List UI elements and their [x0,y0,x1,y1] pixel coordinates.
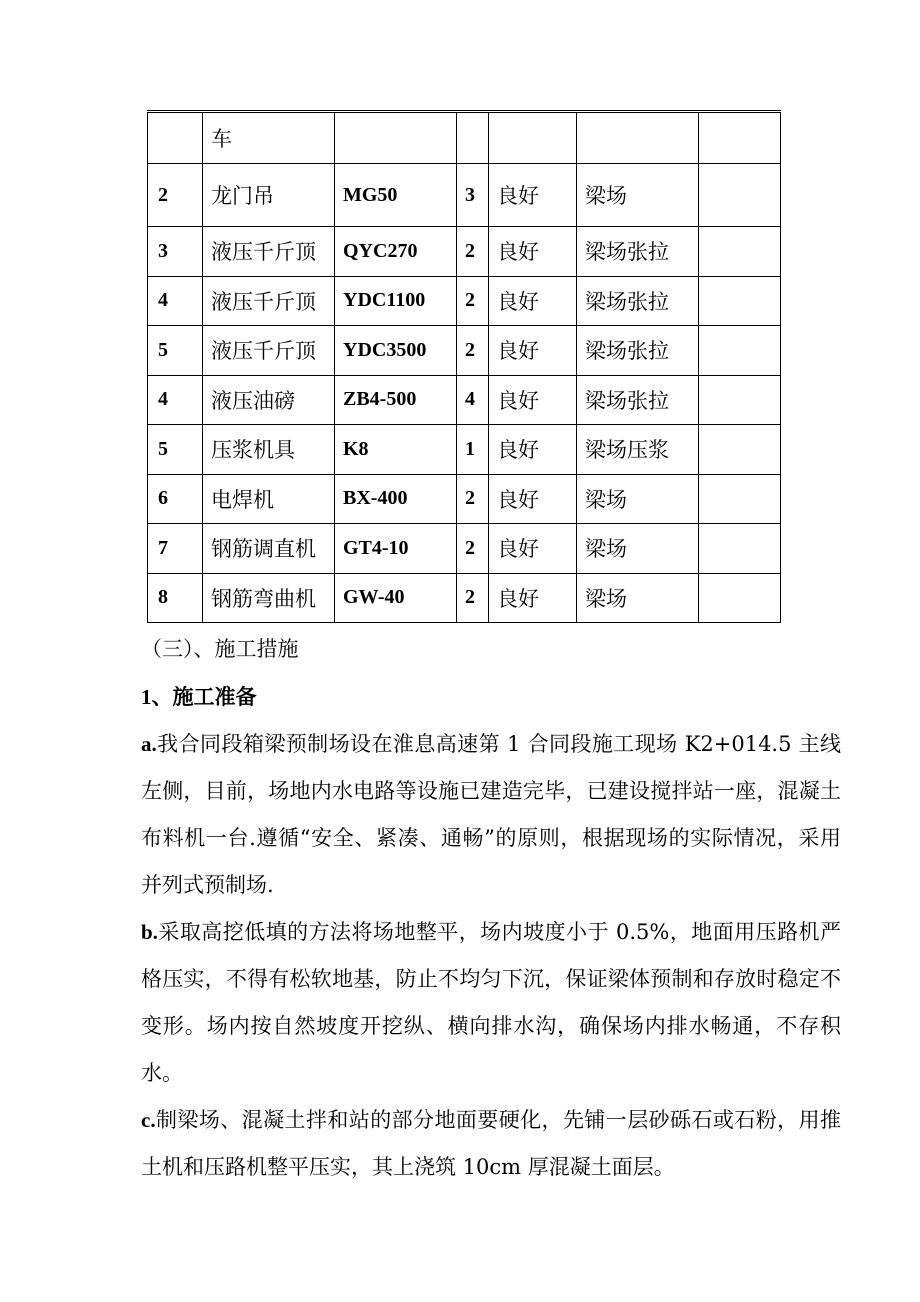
cell-location: 梁场张拉 [577,276,699,326]
section-heading: （三）、施工措施 [141,637,299,661]
cell-status [489,112,577,164]
cell-location: 梁场张拉 [577,326,699,376]
cell-qty: 2 [457,474,489,524]
cell-location: 梁场 [577,524,699,574]
cell-no [148,112,203,164]
cell-name: 钢筋调直机 [203,524,335,574]
cell-qty: 3 [457,164,489,227]
cell-remark [699,276,781,326]
paragraph-a-text: 我合同段箱梁预制场设在淮息高速第 1 合同段施工现场 K2+014.5 主线左侧，目前，场地内水电路等设施已建造完毕，已建设搅拌站一座，混凝土布料机一台.遵循“安全、紧凑、通畅”的原则，根据现场的实际情况，采用并列式预制场. [141,732,841,897]
cell-location: 梁场压浆 [577,425,699,475]
cell-model: MG50 [335,164,457,227]
cell-qty: 2 [457,573,489,623]
table-row [148,164,781,227]
cell-no: 2 [148,164,203,227]
table-row [148,524,781,574]
cell-status: 良好 [489,375,577,425]
cell-remark [699,112,781,164]
cell-name: 电焊机 [203,474,335,524]
cell-location: 梁场 [577,164,699,227]
table-row [148,112,781,164]
cell-status: 良好 [489,573,577,623]
cell-status: 良好 [489,474,577,524]
equipment-table [147,110,781,623]
cell-remark [699,573,781,623]
cell-status: 良好 [489,276,577,326]
cell-qty: 1 [457,425,489,475]
cell-remark [699,227,781,277]
table-row [148,573,781,623]
cell-model: BX-400 [335,474,457,524]
table-row [148,375,781,425]
cell-model: QYC270 [335,227,457,277]
equipment-table-body [148,112,781,623]
cell-name: 压浆机具 [203,425,335,475]
cell-no: 6 [148,474,203,524]
paragraph-a [141,721,841,909]
table-row [148,425,781,475]
cell-model: YDC3500 [335,326,457,376]
cell-qty: 4 [457,375,489,425]
cell-model: GT4-10 [335,524,457,574]
cell-remark [699,375,781,425]
paragraph-b-label: b. [141,920,158,944]
cell-no: 5 [148,425,203,475]
table-row [148,227,781,277]
section-heading-block [141,626,841,673]
cell-qty: 2 [457,227,489,277]
cell-no: 4 [148,375,203,425]
cell-no: 7 [148,524,203,574]
paragraph-c-text: 制梁场、混凝土拌和站的部分地面要硬化，先铺一层砂砾石或石粉，用推土机和压路机整平压实，其上浇筑 10cm 厚混凝土面层。 [141,1108,841,1179]
cell-status: 良好 [489,425,577,475]
paragraph-b-text: 采取高挖低填的方法将场地整平，场内坡度小于 0.5%，地面用压路机严格压实，不得有松软地基，防止不均匀下沉，保证梁体预制和存放时稳定不变形。场内按自然坡度开挖纵、横向排水沟，确保场内排水畅通，不存积水。 [141,920,841,1085]
cell-name: 液压千斤顶 [203,276,335,326]
cell-qty: 2 [457,276,489,326]
paragraph-c [141,1097,841,1191]
document-body [141,674,841,1191]
cell-remark [699,524,781,574]
cell-location: 梁场张拉 [577,375,699,425]
cell-no: 8 [148,573,203,623]
cell-qty [457,112,489,164]
table-row [148,326,781,376]
cell-model: ZB4-500 [335,375,457,425]
paragraph-a-label: a. [141,732,157,756]
cell-no: 3 [148,227,203,277]
cell-no: 5 [148,326,203,376]
cell-qty: 2 [457,524,489,574]
cell-model [335,112,457,164]
cell-location [577,112,699,164]
cell-status: 良好 [489,326,577,376]
paragraph-b [141,909,841,1097]
cell-model: K8 [335,425,457,475]
cell-location: 梁场 [577,474,699,524]
cell-location: 梁场 [577,573,699,623]
cell-location: 梁场张拉 [577,227,699,277]
table-row [148,474,781,524]
cell-name: 液压油磅 [203,375,335,425]
cell-remark [699,474,781,524]
cell-name: 钢筋弯曲机 [203,573,335,623]
cell-model: YDC1100 [335,276,457,326]
cell-status: 良好 [489,524,577,574]
cell-status: 良好 [489,164,577,227]
cell-name: 液压千斤顶 [203,227,335,277]
subsection-heading: 1、施工准备 [141,685,257,709]
cell-remark [699,164,781,227]
cell-qty: 2 [457,326,489,376]
cell-name: 液压千斤顶 [203,326,335,376]
cell-model: GW-40 [335,573,457,623]
paragraph-c-label: c. [141,1108,156,1132]
cell-name: 车 [203,112,335,164]
cell-remark [699,326,781,376]
cell-no: 4 [148,276,203,326]
cell-status: 良好 [489,227,577,277]
cell-name: 龙门吊 [203,164,335,227]
cell-remark [699,425,781,475]
table-row [148,276,781,326]
